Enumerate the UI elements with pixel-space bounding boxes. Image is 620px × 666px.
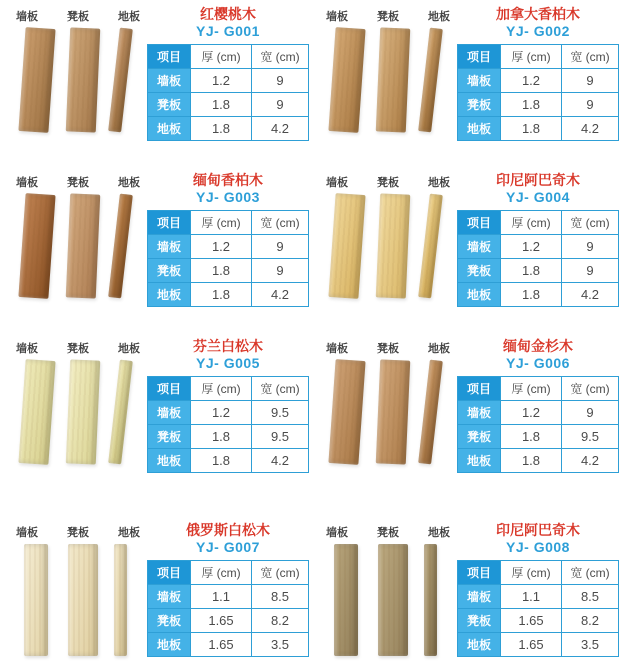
width-value: 9 (562, 93, 619, 117)
floor-board-image (418, 360, 443, 465)
wall-board-label: 墙板 (16, 177, 38, 189)
width-value: 9 (252, 93, 309, 117)
width-value: 9 (252, 69, 309, 93)
width-value: 9.5 (252, 401, 309, 425)
width-value: 8.2 (252, 609, 309, 633)
row-label-cell: 墙板 (458, 401, 501, 425)
thickness-value: 1.8 (191, 425, 252, 449)
wall-board-label: 墙板 (16, 343, 38, 355)
spec-table (147, 560, 309, 657)
wall-board-label: 墙板 (16, 11, 38, 23)
product-card (310, 166, 620, 332)
row-label-cell: 地板 (458, 117, 501, 141)
floor-board-label: 地板 (428, 177, 450, 189)
wall-board-image (334, 544, 358, 656)
bench-board-image (378, 544, 408, 656)
product-card (310, 498, 620, 666)
row-label-cell: 墙板 (148, 69, 191, 93)
product-card (0, 498, 310, 666)
row-label-cell: 墙板 (148, 585, 191, 609)
bench-board-image (376, 27, 411, 132)
width-value: 9 (562, 401, 619, 425)
row-label-cell: 地板 (458, 449, 501, 473)
plank-photos (322, 192, 456, 304)
width-value: 8.2 (562, 609, 619, 633)
thickness-value: 1.8 (501, 425, 562, 449)
header-thickness-cell: 厚 (cm) (191, 561, 252, 585)
width-value: 4.2 (252, 283, 309, 307)
row-label-cell: 凳板 (148, 609, 191, 633)
row-label-cell: 凳板 (148, 425, 191, 449)
floor-board-image (114, 544, 127, 656)
floor-board-label: 地板 (428, 343, 450, 355)
thickness-value: 1.8 (501, 259, 562, 283)
wall-board-image (328, 359, 365, 465)
header-thickness-cell: 厚 (cm) (501, 561, 562, 585)
product-model: YJ- G001 (196, 23, 260, 39)
floor-board-label: 地板 (118, 177, 140, 189)
product-model: YJ- G007 (196, 539, 260, 555)
header-width-cell: 宽 (cm) (252, 377, 309, 401)
thickness-value: 1.65 (501, 633, 562, 657)
product-name: 缅甸香柏木 (193, 172, 263, 188)
width-value: 9 (562, 69, 619, 93)
thickness-value: 1.65 (191, 633, 252, 657)
thickness-value: 1.2 (191, 69, 252, 93)
floor-board-image (108, 360, 133, 465)
product-name: 印尼阿巴奇木 (496, 522, 580, 538)
header-item-cell: 项目 (148, 561, 191, 585)
header-item-cell: 项目 (148, 45, 191, 69)
bench-board-label: 凳板 (377, 177, 399, 189)
plank-photos (322, 542, 456, 654)
thickness-value: 1.2 (191, 401, 252, 425)
bench-board-label: 凳板 (377, 527, 399, 539)
width-value: 3.5 (562, 633, 619, 657)
product-model: YJ- G005 (196, 355, 260, 371)
bench-board-label: 凳板 (67, 527, 89, 539)
product-name: 俄罗斯白松木 (186, 522, 270, 538)
wall-board-image (24, 544, 48, 656)
wall-board-image (328, 193, 365, 299)
product-card (0, 166, 310, 332)
thickness-value: 1.8 (191, 117, 252, 141)
header-width-cell: 宽 (cm) (252, 45, 309, 69)
wall-board-label: 墙板 (326, 177, 348, 189)
floor-board-image (418, 28, 443, 133)
header-item-cell: 项目 (458, 211, 501, 235)
floor-board-image (418, 194, 443, 299)
product-model: YJ- G003 (196, 189, 260, 205)
header-thickness-cell: 厚 (cm) (501, 377, 562, 401)
bench-board-image (66, 27, 101, 132)
thickness-value: 1.1 (501, 585, 562, 609)
header-item-cell: 项目 (458, 377, 501, 401)
board-labels (326, 8, 450, 24)
board-labels (326, 340, 450, 356)
floor-board-image (424, 544, 437, 656)
plank-photos (12, 192, 146, 304)
bench-board-label: 凳板 (67, 343, 89, 355)
product-card (0, 332, 310, 498)
row-label-cell: 墙板 (458, 69, 501, 93)
product-model: YJ- G008 (506, 539, 570, 555)
header-thickness-cell: 厚 (cm) (501, 45, 562, 69)
thickness-value: 1.65 (191, 609, 252, 633)
plank-photos (12, 542, 146, 654)
thickness-value: 1.2 (501, 401, 562, 425)
board-labels (16, 340, 140, 356)
row-label-cell: 墙板 (148, 401, 191, 425)
width-value: 8.5 (252, 585, 309, 609)
bench-board-image (376, 359, 411, 464)
plank-photos (322, 26, 456, 138)
row-label-cell: 地板 (458, 283, 501, 307)
header-thickness-cell: 厚 (cm) (191, 45, 252, 69)
thickness-value: 1.8 (191, 259, 252, 283)
row-label-cell: 墙板 (458, 585, 501, 609)
product-model: YJ- G004 (506, 189, 570, 205)
bench-board-image (66, 193, 101, 298)
row-label-cell: 凳板 (458, 609, 501, 633)
product-name: 印尼阿巴奇木 (496, 172, 580, 188)
floor-board-image (108, 28, 133, 133)
width-value: 9 (562, 259, 619, 283)
width-value: 3.5 (252, 633, 309, 657)
wall-board-image (18, 27, 55, 133)
spec-table (457, 210, 619, 307)
row-label-cell: 墙板 (148, 235, 191, 259)
board-labels (326, 174, 450, 190)
floor-board-label: 地板 (428, 11, 450, 23)
header-width-cell: 宽 (cm) (562, 211, 619, 235)
wall-board-image (18, 359, 55, 465)
bench-board-image (66, 359, 101, 464)
bench-board-label: 凳板 (377, 11, 399, 23)
row-label-cell: 墙板 (458, 235, 501, 259)
thickness-value: 1.8 (501, 93, 562, 117)
width-value: 9.5 (562, 425, 619, 449)
bench-board-label: 凳板 (67, 177, 89, 189)
spec-table (457, 44, 619, 141)
header-thickness-cell: 厚 (cm) (191, 211, 252, 235)
thickness-value: 1.8 (191, 283, 252, 307)
header-item-cell: 项目 (458, 45, 501, 69)
thickness-value: 1.8 (501, 449, 562, 473)
thickness-value: 1.8 (501, 117, 562, 141)
spec-table (147, 210, 309, 307)
plank-photos (12, 26, 146, 138)
board-labels (16, 8, 140, 24)
thickness-value: 1.65 (501, 609, 562, 633)
width-value: 4.2 (562, 449, 619, 473)
row-label-cell: 地板 (148, 633, 191, 657)
product-card (310, 0, 620, 166)
thickness-value: 1.8 (191, 449, 252, 473)
row-label-cell: 凳板 (148, 93, 191, 117)
spec-table (457, 560, 619, 657)
row-label-cell: 凳板 (458, 259, 501, 283)
wall-board-label: 墙板 (326, 11, 348, 23)
bench-board-label: 凳板 (377, 343, 399, 355)
product-model: YJ- G006 (506, 355, 570, 371)
thickness-value: 1.8 (501, 283, 562, 307)
bench-board-label: 凳板 (67, 11, 89, 23)
floor-board-label: 地板 (118, 527, 140, 539)
width-value: 4.2 (562, 117, 619, 141)
width-value: 9 (252, 259, 309, 283)
floor-board-image (108, 194, 133, 299)
header-item-cell: 项目 (458, 561, 501, 585)
row-label-cell: 凳板 (148, 259, 191, 283)
thickness-value: 1.2 (191, 235, 252, 259)
thickness-value: 1.2 (501, 235, 562, 259)
header-width-cell: 宽 (cm) (562, 561, 619, 585)
product-name: 加拿大香柏木 (496, 6, 580, 22)
product-card (0, 0, 310, 166)
bench-board-image (68, 544, 98, 656)
floor-board-label: 地板 (118, 343, 140, 355)
header-width-cell: 宽 (cm) (252, 561, 309, 585)
product-name: 缅甸金杉木 (503, 338, 573, 354)
row-label-cell: 凳板 (458, 93, 501, 117)
width-value: 9 (252, 235, 309, 259)
spec-table (147, 376, 309, 473)
wall-board-label: 墙板 (326, 527, 348, 539)
bench-board-image (376, 193, 411, 298)
thickness-value: 1.8 (191, 93, 252, 117)
row-label-cell: 地板 (458, 633, 501, 657)
header-item-cell: 项目 (148, 377, 191, 401)
plank-photos (322, 358, 456, 470)
floor-board-label: 地板 (428, 527, 450, 539)
thickness-value: 1.2 (501, 69, 562, 93)
row-label-cell: 地板 (148, 117, 191, 141)
plank-photos (12, 358, 146, 470)
wall-board-label: 墙板 (326, 343, 348, 355)
product-model: YJ- G002 (506, 23, 570, 39)
width-value: 9 (562, 235, 619, 259)
thickness-value: 1.1 (191, 585, 252, 609)
width-value: 8.5 (562, 585, 619, 609)
width-value: 9.5 (252, 425, 309, 449)
width-value: 4.2 (252, 449, 309, 473)
wall-board-label: 墙板 (16, 527, 38, 539)
product-name: 红樱桃木 (200, 6, 256, 22)
header-item-cell: 项目 (148, 211, 191, 235)
header-width-cell: 宽 (cm) (562, 377, 619, 401)
wall-board-image (328, 27, 365, 133)
product-card (310, 332, 620, 498)
row-label-cell: 地板 (148, 449, 191, 473)
wall-board-image (18, 193, 55, 299)
spec-table (147, 44, 309, 141)
header-width-cell: 宽 (cm) (252, 211, 309, 235)
row-label-cell: 凳板 (458, 425, 501, 449)
width-value: 4.2 (562, 283, 619, 307)
header-thickness-cell: 厚 (cm) (191, 377, 252, 401)
floor-board-label: 地板 (118, 11, 140, 23)
width-value: 4.2 (252, 117, 309, 141)
board-labels (16, 524, 140, 540)
spec-table (457, 376, 619, 473)
product-name: 芬兰白松木 (193, 338, 263, 354)
board-labels (326, 524, 450, 540)
row-label-cell: 地板 (148, 283, 191, 307)
header-width-cell: 宽 (cm) (562, 45, 619, 69)
header-thickness-cell: 厚 (cm) (501, 211, 562, 235)
board-labels (16, 174, 140, 190)
